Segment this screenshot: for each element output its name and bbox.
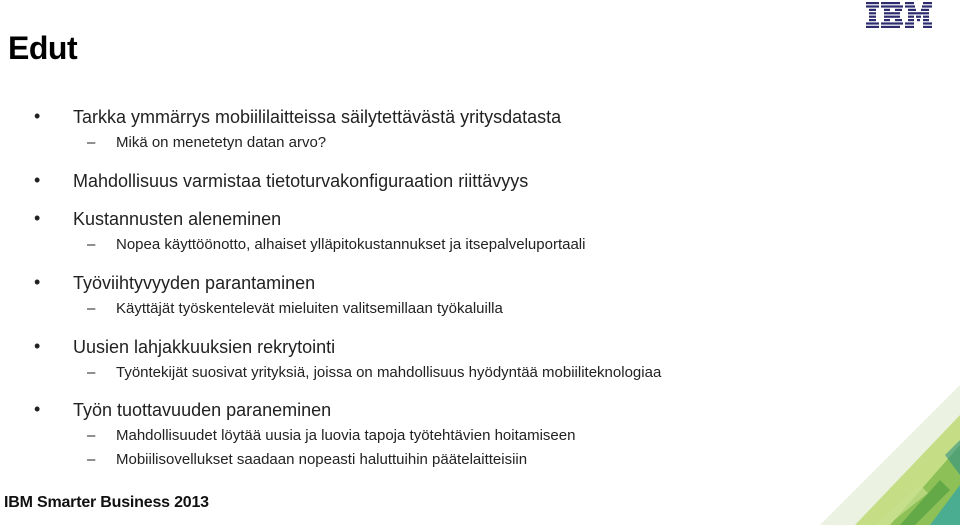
footer-brand: IBM Smarter Business 2013	[4, 494, 209, 511]
sub-bullet-text: Nopea käyttöönotto, alhaiset ylläpitokustannukset ja itsepalveluportaali	[116, 236, 586, 253]
dash-icon: –	[87, 134, 96, 151]
decorative-corner-graphic	[780, 385, 960, 525]
bullet-text: Kustannusten aleneminen	[73, 209, 282, 229]
bullet-icon: •	[34, 208, 41, 228]
slide-title: Edut	[8, 30, 78, 66]
bullet-icon: •	[34, 399, 41, 419]
ibm-logo	[866, 2, 932, 28]
sub-bullet-text: Mahdollisuudet löytää uusia ja luovia tapoja työtehtävien hoitamiseen	[116, 427, 576, 444]
bullet-icon: •	[34, 170, 41, 190]
bullet-text: Työviihtyvyyden parantaminen	[73, 273, 316, 293]
bullet-icon: •	[34, 336, 41, 356]
dash-icon: –	[87, 300, 96, 317]
bullet-text: Uusien lahjakkuuksien rekrytointi	[73, 337, 336, 357]
dash-icon: –	[87, 236, 96, 253]
sub-bullet-text: Työntekijät suosivat yrityksiä, joissa on mahdollisuus hyödyntää mobiiliteknologiaa	[116, 364, 662, 381]
dash-icon: –	[87, 451, 96, 468]
bullet-icon: •	[34, 272, 41, 292]
sub-bullet-text: Mikä on menetetyn datan arvo?	[116, 134, 327, 151]
bullet-icon: •	[34, 106, 41, 126]
dash-icon: –	[87, 364, 96, 381]
sub-bullet-text: Käyttäjät työskentelevät mieluiten valitsemillaan työkaluilla	[116, 300, 503, 317]
bullet-text: Tarkka ymmärrys mobiililaitteissa säilytettävästä yritysdatasta	[73, 107, 562, 127]
dash-icon: –	[87, 427, 96, 444]
bullet-text: Työn tuottavuuden paraneminen	[73, 400, 332, 420]
bullet-text: Mahdollisuus varmistaa tietoturvakonfiguraation riittävyys	[73, 171, 529, 191]
sub-bullet-text: Mobiilisovellukset saadaan nopeasti haluttuihin päätelaitteisiin	[116, 451, 528, 468]
